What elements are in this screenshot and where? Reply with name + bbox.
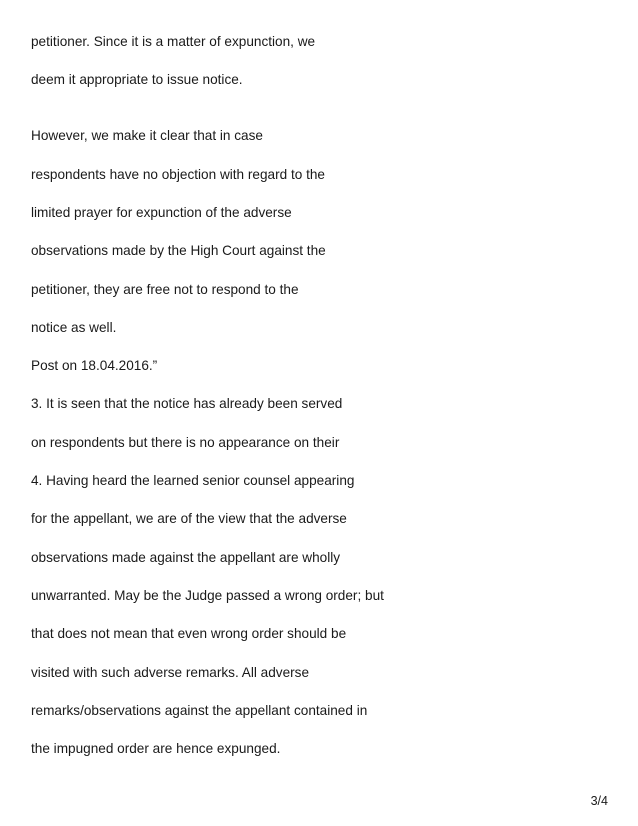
text-line: 3. It is seen that the notice has already been served <box>31 396 343 411</box>
text-line: 4. Having heard the learned senior counsel appearing <box>31 473 355 488</box>
text-line: notice as well. <box>31 320 117 335</box>
text-line: on respondents but there is no appearance on their <box>31 435 340 450</box>
text-line: remarks/observations against the appellant contained in <box>31 703 368 718</box>
text-line: visited with such adverse remarks. All adverse <box>31 665 310 680</box>
text-line: However, we make it clear that in case <box>31 128 263 143</box>
text-line: Post on 18.04.2016.” <box>31 358 158 373</box>
text-line: petitioner, they are free not to respond to the <box>31 282 299 297</box>
text-line: that does not mean that even wrong order should be <box>31 626 347 641</box>
text-line: for the appellant, we are of the view that the adverse <box>31 511 347 526</box>
text-line: deem it appropriate to issue notice. <box>31 72 243 87</box>
text-line: observations made against the appellant are wholly <box>31 550 341 565</box>
text-line: the impugned order are hence expunged. <box>31 741 281 756</box>
page-number: 3/4 <box>590 794 608 808</box>
text-line: petitioner. Since it is a matter of expunction, we <box>31 34 316 49</box>
text-line: limited prayer for expunction of the adverse <box>31 205 292 220</box>
text-line: unwarranted. May be the Judge passed a wrong order; but <box>31 588 384 603</box>
text-line: observations made by the High Court against the <box>31 243 326 258</box>
text-line: respondents have no objection with regard to the <box>31 167 325 182</box>
